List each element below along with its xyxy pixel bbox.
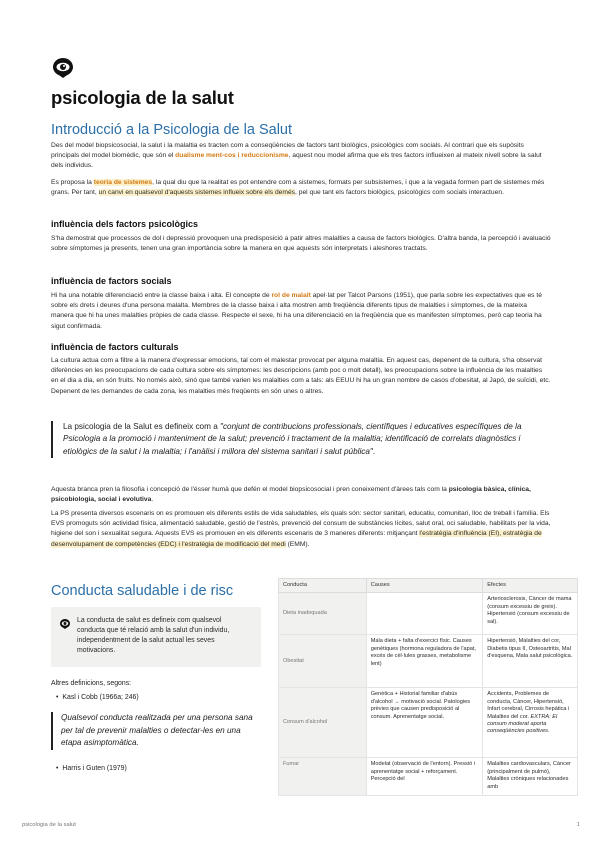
intro-p2-text-c: , pel que tant els factors biològics, psicològics com socials interactuen.: [295, 189, 504, 197]
ps-text-a: La PS presenta diversos escenaris on es promouen els diferents estils de vida saludables, els quals són: sector sanitari, educatiu, comunitari, lloc de treball i família. Els EVS promoguts són actividad física, alimentació saludable, gestió de l'estrès, prevenció del consum de substàncies lícites, salut oral, oci saludable, habilitats per la vida, higiene del son i sexualitat segura. Aquests EVS es promouen en els diferents escenaris de 3 maneres diferents: mitjançant: [51, 510, 551, 538]
term-teoria-sistemes: teoria de sistemes: [93, 179, 153, 186]
philosophy-text-b: .: [151, 496, 154, 504]
bullet-harris-guten: • Harris i Guten (1979): [56, 765, 127, 772]
social-factors-text: [51, 291, 551, 332]
footer-title: psicologia de la salut: [22, 822, 76, 828]
cultural-factors-heading: influència de factors culturals: [51, 342, 179, 352]
table-cell-causes: Genètica + Historial familiar d'abús d'alcohol → motivació social. Patologies prèvies que causen predisposició al consum. Aprenentatge social.: [366, 688, 483, 758]
table-row: [279, 758, 578, 796]
definition-end: .: [372, 446, 376, 456]
table-header-row: [279, 579, 578, 593]
table-cell-efectes: [483, 688, 578, 758]
table-row: [279, 635, 578, 688]
intro-p2-text-a: Es proposa la: [51, 179, 94, 186]
philosophy-text: [51, 485, 551, 505]
eye-info-icon: [59, 618, 71, 630]
intro-paragraph-1: [51, 141, 551, 172]
term-rol-malalt: rol de malalt: [271, 292, 311, 299]
table-cell-causes: Mala dieta + falta d'exercici físic. Causes genètiques (hormona reguladora de l'apat, excés de cèl·lules grasses, metabolisme lent): [366, 635, 483, 688]
table-cell-efectes: Hipertensió, Malalties del cor, Diabetis tipus II, Osteoartritis, Mal d'esquena, Mala salut psicològica.: [483, 635, 578, 688]
intro-heading: Introducció a la Psicologia de la Salut: [51, 122, 293, 138]
table-header-efectes: Efectes: [483, 579, 578, 593]
document-title: psicologia de la salut: [51, 87, 234, 108]
table-row: [279, 593, 578, 635]
table-cell-conducta: Fumar: [279, 758, 367, 796]
eye-logo-icon: [51, 56, 75, 80]
ps-text-b: (EMM).: [285, 540, 310, 548]
table-cell-conducta: Dieta inadequada: [279, 593, 367, 635]
table-header-conducta: Conducta: [279, 579, 367, 593]
term-dualisme: dualisme ment-cos: [175, 152, 236, 160]
social-text-a: Hi ha una notable diferenciació entre la classe baixa i alta. El concepte de: [51, 292, 272, 299]
table-cell-efectes: Malalties cardiovasculars, Càncer (principalment de pulmó), Malalties cròniques relacionades amb: [483, 758, 578, 796]
definition-quote: [51, 421, 551, 458]
bullet-kasl-cobb: • Kasl i Cobb (1966a; 246): [56, 694, 139, 701]
intro-p1-text-a: Des del model biopsicosocial, la salut i la malaltia es tracten com a conseqüències de factors tant biològics, psicològics com socials. Al contrari que els supòsits principals del model biomèdic, que són el: [51, 142, 524, 160]
intro-paragraph-2: [51, 178, 551, 198]
alcohol-effects-text: Accidents, Problemes de conducta, Càncer, Hipertensió, Infart cerebral, Cirrosis hepàtica i Malalties del cor.: [487, 691, 570, 720]
table-header-causes: Causes: [366, 579, 483, 593]
ps-text: [51, 509, 551, 550]
alcohol-effects-extra: EXTRA: El consum moderat aporta conseqüències positives.: [487, 713, 558, 735]
callout-text: La conducta de salut es defineix com qualsevol conducta que té relació amb la salut d'un individu, independentment de la salut actual les seves motivacions.: [77, 617, 230, 654]
term-reduccionisme: reduccionisme: [241, 152, 289, 160]
conducta-effects-table: [278, 578, 578, 796]
cultural-factors-text: La cultura actua com a filtre a la manera d'expressar emocions, tal com el malestar provocat per alguna malaltia. En aquest cas, depenent de la cultura, s'ha observat diferències en les preocupacions de cada cultura sobre els símptomes: les descripcions (amb poc o molt detall), les preocupacions sobre la influència de les malalties en el dia a dia, en són fruits. No només això, sinó que també varien les malalties com a tals: als EEUU hi ha un gran nombre de casos d'obesitat, al Japó, de suïcidi, etc. Depenent de les demandes de cada zona, les malalties més freqüents en són unes o altres.: [51, 357, 551, 395]
intro-p1-text-b: i: [235, 152, 242, 160]
philosophy-areas: psicologia bàsica, clínica, psicobiologia, social i evolutiva: [51, 486, 531, 504]
alt-definitions-label: Altres definicions, segons:: [51, 680, 132, 687]
table-cell-causes: Modelat (observació de l'entorn). Pressió i aprenentatge social + reforçament. Percepció del: [366, 758, 483, 796]
page-number: 1: [576, 822, 580, 828]
intro-p2-text-b: , la qual diu que la realitat es pot entendre com a sistemes, formats per subsistemes, i que a la vegada formen part de sistemes més grans. Per tant,: [51, 179, 545, 197]
social-text-b: apel·lat per Talcot Parsons (1951), que parla sobre les expectatives que es té sobre els drets i deures d'una persona malalta. Membres de la classe baixa i alta mostren amb freqüència diferents tipus de malalties i símptomes, de la mateixa manera que hi ha unes malalties pròpies de cada classe. Respecte el sexe, hi ha una diferenciació en la freqüència que es manifesten símptomes, però cap teoria ha sigut confirmada.: [51, 292, 542, 330]
definition-lead: La psicologia de la Salut es defineix com a: [63, 422, 221, 431]
highlight-canvi-sistemes: un canvi en qualsevol d'aquests sistemes influeix sobre els demés: [98, 189, 296, 197]
table-row: [279, 688, 578, 758]
kasl-cobb-quote: Qualsevol conducta realitzada per una persona sana per tal de prevenir malalties o detectar-les en una etapa asimptomàtica.: [51, 712, 261, 750]
definition-italic: "conjunt de contribucions professionals, científiques i educatives específiques de la Psicologia a la promoció i manteniment de la salut; prevenció i tractament de la malaltia; identificació de correlats diagnòstics i etiològics de la salut i la malaltia; i l'anàlisi i millora del sistema sanitari i salut pública": [63, 422, 522, 456]
table-cell-conducta: Consum d'alcohol: [279, 688, 367, 758]
highlight-estrategies: l'estratègia d'influència (EI), estratègia de desenvolupament de competències (EDC) i l'estratègia de modificació del medi: [51, 530, 542, 548]
philosophy-text-a: Aquesta branca pren la filosofia i concepció de l'ésser humà que defén el model biopsicosocial i pren coneixement d'àrees tals com la: [51, 486, 449, 493]
psych-factors-heading: influència dels factors psicològics: [51, 219, 199, 229]
table-cell-efectes: Arteriosclerosis, Càncer de mama (consum excessiu de greix). Hipertensió (consum excessiu de sal).: [483, 593, 578, 635]
table-cell-conducta: Obesitat: [279, 635, 367, 688]
psych-factors-text: S'ha demostrat que processos de dol i depressió provoquen una predisposició a patir altres malalties a causa de factors biològics. D'altra banda, la percepció i avaluació sobre símptomes ja presents, tenen una gran importància sobre la manera en que aquests són interpretats i aleshores tractats.: [51, 235, 551, 253]
conducta-heading: Conducta saludable i de risc: [51, 583, 234, 599]
intro-p1-text-c: , aquest nou model afirma que els tres factors influeixen al mateix nivell sobre la salut dels individus.: [51, 152, 542, 170]
social-factors-heading: influència de factors socials: [51, 276, 172, 286]
callout-box: [51, 607, 261, 667]
table-cell-causes: [366, 593, 483, 635]
